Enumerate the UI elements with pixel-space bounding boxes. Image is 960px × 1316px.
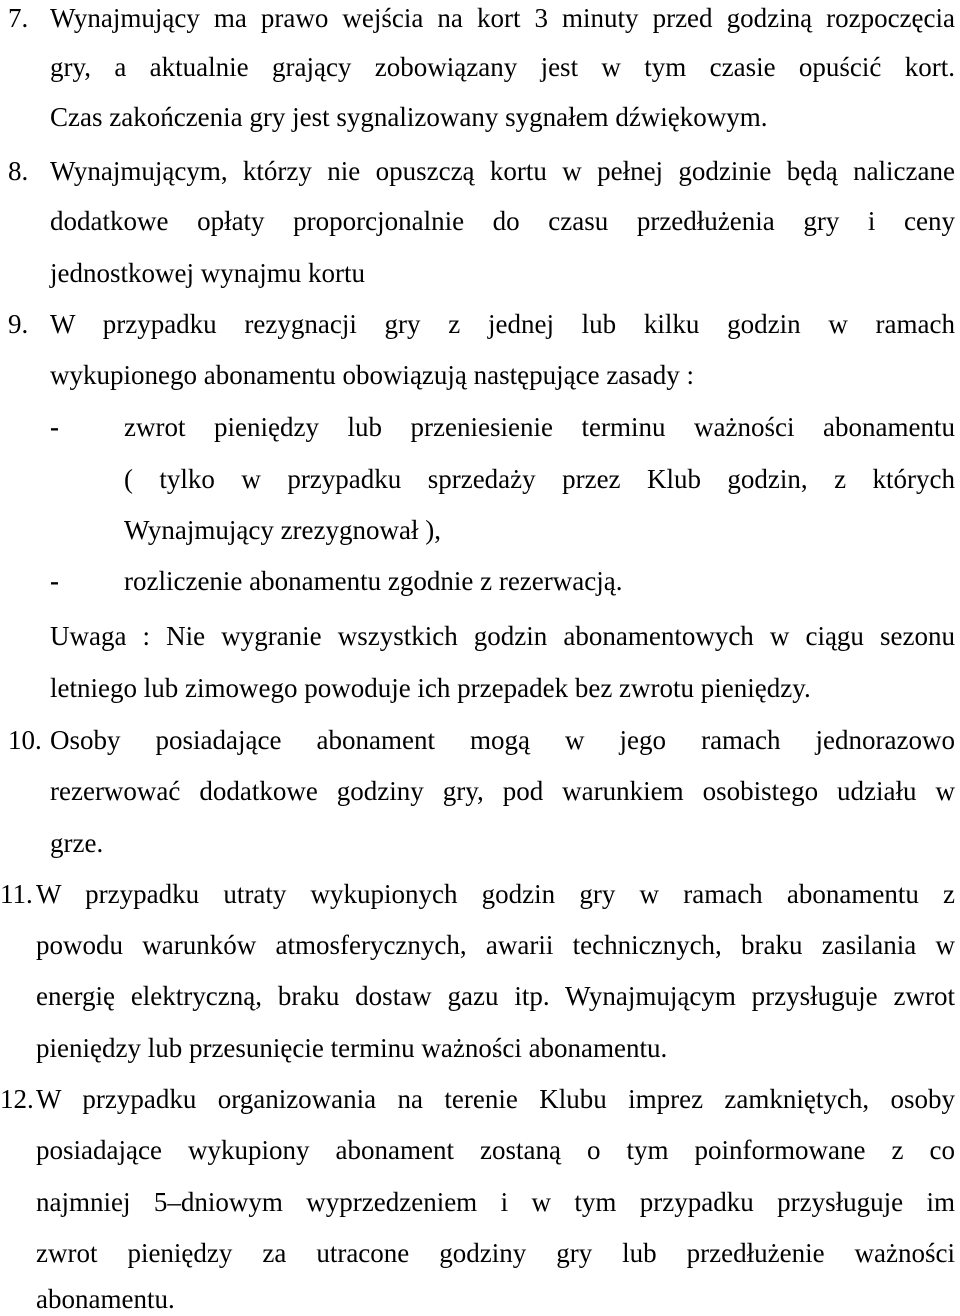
bullet-line: Wynajmujący zrezygnował ), — [124, 515, 441, 545]
item-number: 9. — [8, 309, 29, 339]
paragraph-line: Wynajmujący ma prawo wejścia na kort 3 minuty przed godziną rozpoczęcia — [50, 3, 955, 33]
paragraph-line: powodu warunków atmosferycznych, awarii technicznych, braku zasilania w — [36, 930, 955, 960]
item-number: 11. — [0, 879, 33, 909]
item-number: 12. — [0, 1084, 34, 1114]
paragraph-line: gry, a aktualnie grający zobowiązany jest w tym czasie opuścić kort. — [50, 52, 955, 82]
paragraph-line: energię elektryczną, braku dostaw gazu itp. Wynajmującym przysługuje zwrot — [36, 981, 955, 1011]
paragraph-line: W przypadku utraty wykupionych godzin gry w ramach abonamentu z — [36, 879, 955, 909]
paragraph-line: rezerwować dodatkowe godziny gry, pod warunkiem osobistego udziału w — [50, 776, 955, 806]
item-number: 7. — [8, 3, 29, 33]
bullet-line: rozliczenie abonamentu zgodnie z rezerwacją. — [124, 566, 623, 596]
paragraph-line: Osoby posiadające abonament mogą w jego ramach jednorazowo — [50, 725, 955, 755]
paragraph-line: pieniędzy lub przesunięcie terminu ważności abonamentu. — [36, 1033, 668, 1063]
paragraph-line: W przypadku organizowania na terenie Klubu imprez zamkniętych, osoby — [36, 1084, 955, 1114]
paragraph-line: abonamentu. — [36, 1284, 175, 1314]
paragraph-line: zwrot pieniędzy za utracone godziny gry lub przedłużenie ważności — [36, 1238, 955, 1268]
note-line: letniego lub zimowego powoduje ich przepadek bez zwrotu pieniędzy. — [50, 673, 811, 703]
bullet-dash: - — [50, 412, 59, 442]
paragraph-line: najmniej 5–dniowym wyprzedzeniem i w tym przypadku przysługuje im — [36, 1187, 955, 1217]
paragraph-line: Czas zakończenia gry jest sygnalizowany sygnałem dźwiękowym. — [50, 102, 768, 132]
paragraph-line: W przypadku rezygnacji gry z jednej lub kilku godzin w ramach — [50, 309, 955, 339]
bullet-line: zwrot pieniędzy lub przeniesienie terminu ważności abonamentu — [124, 412, 955, 442]
paragraph-line: dodatkowe opłaty proporcjonalnie do czasu przedłużenia gry i ceny — [50, 206, 955, 236]
paragraph-line: jednostkowej wynajmu kortu — [50, 258, 365, 288]
paragraph-line: posiadające wykupiony abonament zostaną o tym poinformowane z co — [36, 1135, 955, 1165]
paragraph-line: Wynajmującym, którzy nie opuszczą kortu w pełnej godzinie będą naliczane — [50, 156, 955, 186]
item-number: 10. — [8, 725, 42, 755]
bullet-line: ( tylko w przypadku sprzedaży przez Klub godzin, z których — [124, 464, 955, 494]
paragraph-line: grze. — [50, 828, 104, 858]
paragraph-line: wykupionego abonamentu obowiązują następujące zasady : — [50, 360, 695, 390]
note-line: Uwaga : Nie wygranie wszystkich godzin abonamentowych w ciągu sezonu — [50, 621, 955, 651]
bullet-dash: - — [50, 566, 59, 596]
item-number: 8. — [8, 156, 29, 186]
